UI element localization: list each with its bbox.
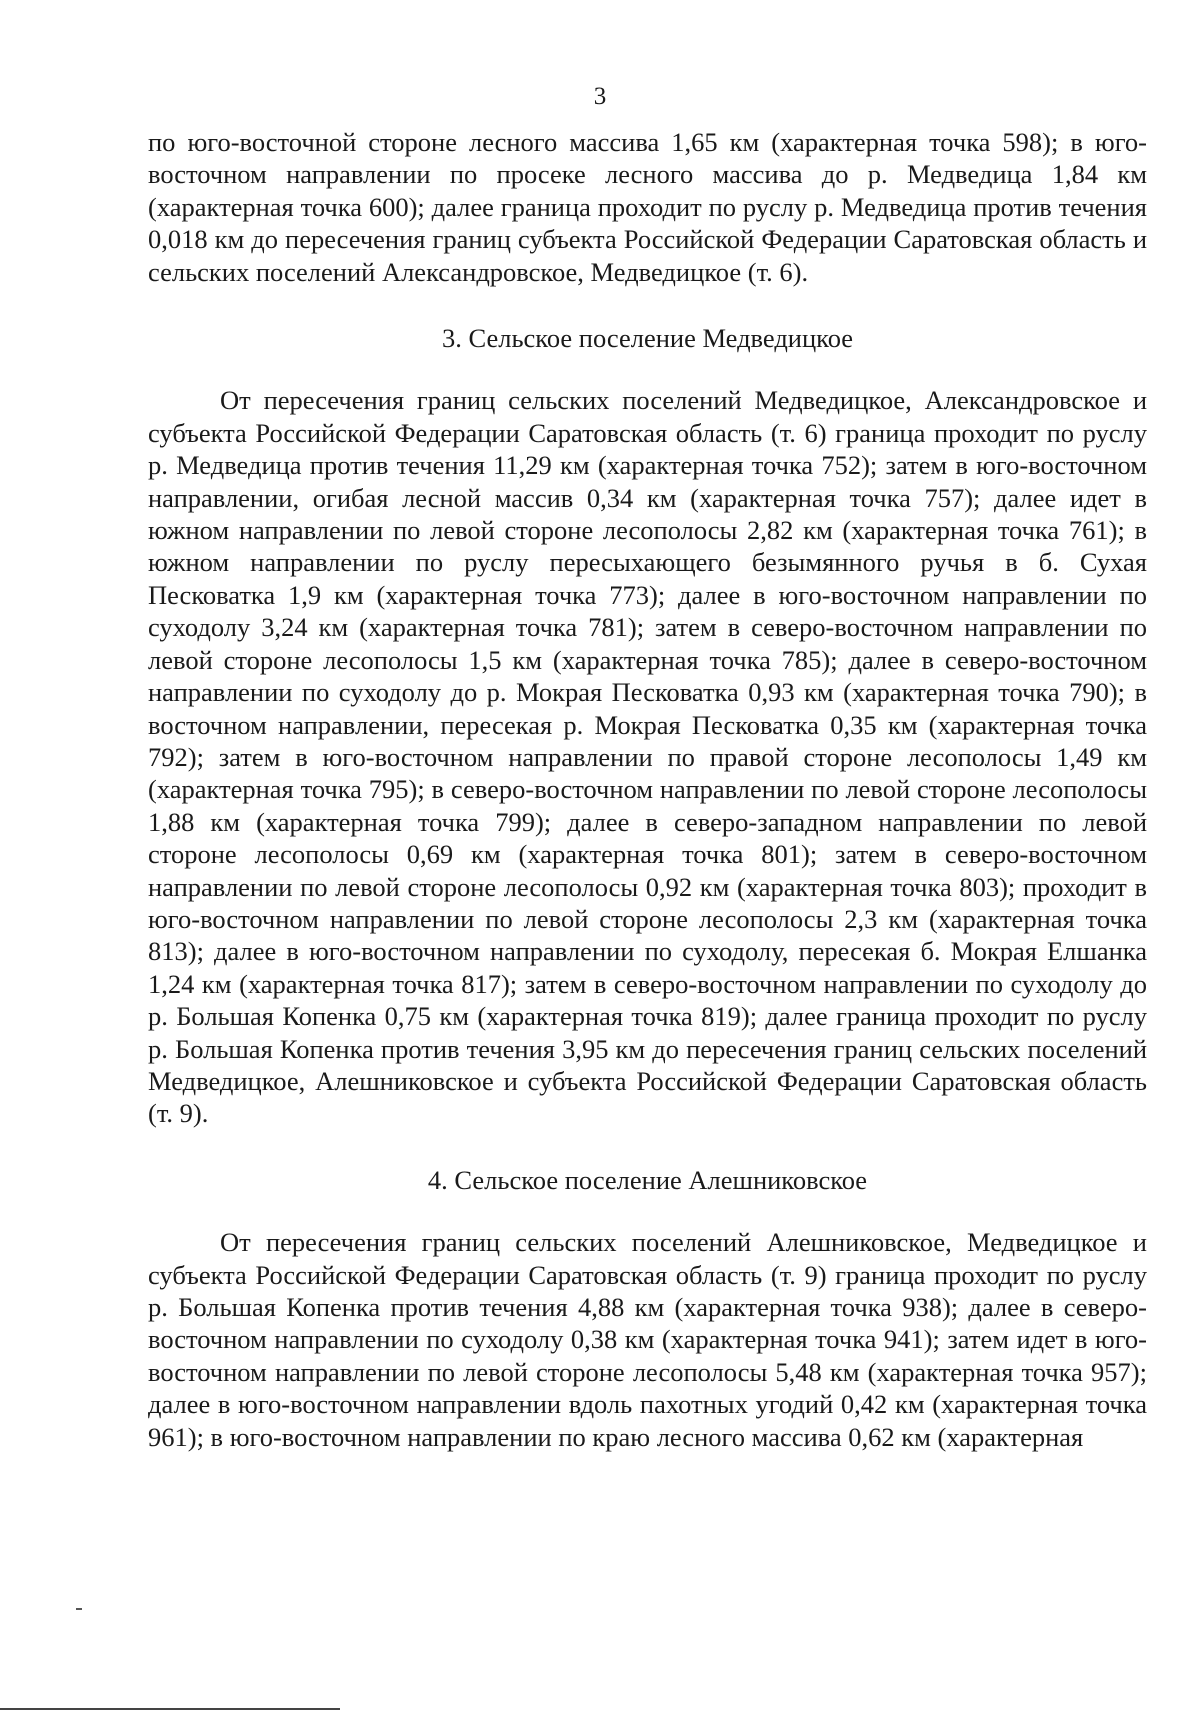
paragraph-continuation: по юго-восточной стороне лесного массива 1,65 км (характерная точка 598); в юго-восточном направлении по просеке лесного массива до р. Медведица 1,84 км (характерная точка 600); далее граница проходит по руслу р. Медведица против течения 0,018 км до пересечения границ субъекта Российской Федерации Саратовская область и сельских поселений Александровское, Медведицкое (т. 6).: [148, 127, 1147, 287]
spacer: [148, 354, 1147, 384]
spacer: [148, 1196, 1147, 1226]
document-body: [148, 126, 1147, 1453]
paragraph-aleshnikovskoe: От пересечения границ сельских поселений Алешниковское, Медведицкое и субъекта Российской Федерации Саратовская область (т. 9) граница проходит по руслу р. Большая Копенка против течения 4,88 км (характерная точка 938); далее в северо-восточном направлении по суходолу 0,38 км (характерная точка 941); затем идет в юго-восточном направлении по левой стороне лесополосы 5,48 км (характерная точка 957); далее в юго-восточном направлении вдоль пахотных угодий 0,42 км (характерная точка 961); в юго-восточном направлении по краю лесного массива 0,62 км (характерная: [148, 1227, 1147, 1452]
paragraph-medveditskoe: От пересечения границ сельских поселений Медведицкое, Александровское и субъекта Российской Федерации Саратовская область (т. 6) граница проходит по руслу р. Медведица против течения 11,29 км (характерная точка 752); затем в юго-восточном направлении, огибая лесной массив 0,34 км (характерная точка 757); далее идет в южном направлении по левой стороне лесополосы 2,82 км (характерная точка 761); в южном направлении по руслу пересыхающего безымянного ручья в б. Сухая Песковатка 1,9 км (характерная точка 773); далее в юго-восточном направлении по суходолу 3,24 км (характерная точка 781); затем в северо-восточном направлении по левой стороне лесополосы 1,5 км (характерная точка 785); далее в северо-восточном направлении по суходолу до р. Мокрая Песковатка 0,93 км (характерная точка 790); в восточном направлении, пересекая р. Мокрая Песковатка 0,35 км (характерная точка 792); затем в юго-восточном направлении по правой стороне лесополосы 1,49 км (характерная точка 795); в северо-восточном направлении по левой стороне лесополосы 1,88 км (характерная точка 799); далее в северо-западном направлении по левой стороне лесополосы 0,69 км (характерная точка 801); затем в северо-восточном направлении по левой стороне лесополосы 0,92 км (характерная точка 803); проходит в юго-восточном направлении по левой стороне лесополосы 2,3 км (характерная точка 813); далее в юго-восточном направлении по суходолу, пересекая б. Мокрая Елшанка 1,24 км (характерная точка 817); затем в северо-восточном направлении по суходолу до р. Большая Копенка 0,75 км (характерная точка 819); далее граница проходит по руслу р. Большая Копенка против течения 3,95 км до пересечения границ сельских поселений Медведицкое, Алешниковское и субъекта Российской Федерации Саратовская область (т. 9).: [148, 385, 1147, 1129]
page-number: 3: [593, 83, 607, 110]
spacer: [148, 288, 1147, 322]
section-heading-4: 4. Сельское поселение Алешниковское: [427, 1164, 868, 1195]
scan-margin-mark: [76, 1608, 82, 1610]
section-heading-3: 3. Сельское поселение Медведицкое: [441, 323, 854, 354]
spacer: [148, 1130, 1147, 1164]
scan-bottom-rule: [0, 1708, 340, 1710]
